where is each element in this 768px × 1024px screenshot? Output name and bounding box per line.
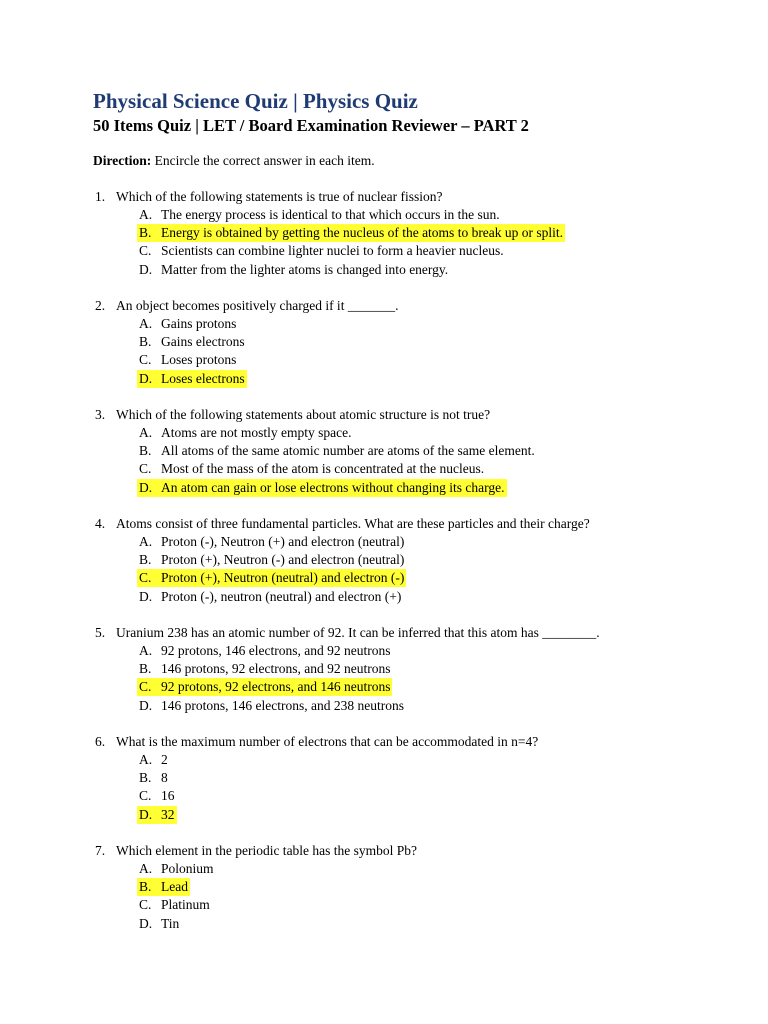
question-text: An object becomes positively charged if it _______. <box>116 298 399 313</box>
option-text: Gains electrons <box>161 334 245 350</box>
option-text: Proton (+), Neutron (-) and electron (neutral) <box>161 552 405 568</box>
option-letter: D. <box>139 915 153 931</box>
question-line <box>93 515 753 533</box>
question-text: Which of the following statements is true of nuclear fission? <box>116 189 443 204</box>
answer-option-highlighted <box>93 370 753 388</box>
answer-option <box>93 588 753 606</box>
answer-option <box>93 242 753 260</box>
question-line <box>93 406 753 424</box>
question-line <box>93 733 753 751</box>
answer-option <box>93 860 753 878</box>
option-text: Platinum <box>161 897 210 913</box>
question-item <box>93 406 753 497</box>
option-content <box>137 424 353 442</box>
option-content <box>137 351 238 369</box>
option-letter: B. <box>139 552 152 568</box>
option-content <box>137 242 506 260</box>
question-line <box>93 297 753 315</box>
question-number: 3. <box>95 407 106 422</box>
direction-line <box>93 152 375 170</box>
option-text: Tin <box>161 915 180 931</box>
direction-label: Direction: <box>93 153 152 168</box>
question-text: Atoms consist of three fundamental particles. What are these particles and their charge? <box>116 516 590 531</box>
question-number: 2. <box>95 298 106 313</box>
option-text: Proton (-), Neutron (+) and electron (neutral) <box>161 534 405 549</box>
option-letter: A. <box>139 316 153 331</box>
question-item <box>93 733 753 824</box>
option-content <box>137 642 392 660</box>
option-text: Matter from the lighter atoms is changed into energy. <box>161 261 449 277</box>
page-title: Physical Science Quiz | Physics Quiz <box>93 89 418 113</box>
option-letter: D. <box>139 261 153 277</box>
direction-text: Encircle the correct answer in each item. <box>151 153 375 168</box>
option-letter: D. <box>139 370 153 386</box>
answer-option <box>93 442 753 460</box>
option-letter: A. <box>139 643 153 658</box>
option-letter: C. <box>139 352 152 368</box>
option-text: Atoms are not mostly empty space. <box>161 425 352 440</box>
answer-option <box>93 751 753 769</box>
question-item <box>93 842 753 933</box>
answer-option <box>93 660 753 678</box>
option-text: Energy is obtained by getting the nucleus of the atoms to break up or split. <box>161 225 564 241</box>
option-content <box>137 333 247 351</box>
answer-option-highlighted <box>93 878 753 896</box>
answer-option <box>93 551 753 569</box>
option-text: 146 protons, 146 electrons, and 238 neutrons <box>161 697 404 713</box>
option-content <box>137 206 502 224</box>
option-content <box>137 697 406 715</box>
option-letter: B. <box>139 443 152 459</box>
option-text: 92 protons, 92 electrons, and 146 neutrons <box>161 679 391 695</box>
answer-option-highlighted <box>93 479 753 497</box>
option-letter: C. <box>139 243 152 259</box>
option-content <box>137 588 403 606</box>
option-content <box>137 660 392 678</box>
answer-option <box>93 787 753 805</box>
correct-answer-highlight <box>137 224 565 242</box>
option-content <box>137 915 181 933</box>
question-item <box>93 188 753 279</box>
answer-option <box>93 896 753 914</box>
question-item <box>93 515 753 606</box>
correct-answer-highlight <box>137 878 190 896</box>
option-letter: B. <box>139 770 152 786</box>
option-text: Proton (-), neutron (neutral) and electron (+) <box>161 588 402 604</box>
answer-option <box>93 460 753 478</box>
answer-option <box>93 261 753 279</box>
question-number: 6. <box>95 734 106 749</box>
option-text: 146 protons, 92 electrons, and 92 neutrons <box>161 661 391 677</box>
question-number: 4. <box>95 516 106 531</box>
option-content <box>137 751 170 769</box>
option-letter: B. <box>139 661 152 677</box>
option-letter: C. <box>139 788 152 804</box>
option-text: Scientists can combine lighter nuclei to form a heavier nucleus. <box>161 243 504 259</box>
answer-option <box>93 642 753 660</box>
option-letter: D. <box>139 588 153 604</box>
question-item <box>93 297 753 388</box>
option-text: 2 <box>161 752 168 767</box>
option-text: Loses protons <box>161 352 237 368</box>
option-text: 8 <box>161 770 168 786</box>
option-letter: C. <box>139 570 152 586</box>
answer-option <box>93 351 753 369</box>
answer-option <box>93 697 753 715</box>
question-text: Which of the following statements about atomic structure is not true? <box>116 407 491 422</box>
option-content <box>137 860 216 878</box>
question-number: 1. <box>95 189 106 204</box>
correct-answer-highlight <box>137 806 177 824</box>
option-letter: C. <box>139 679 152 695</box>
question-text: Uranium 238 has an atomic number of 92. It can be inferred that this atom has ________. <box>116 625 600 640</box>
option-content <box>137 261 450 279</box>
question-line <box>93 842 753 860</box>
answer-option <box>93 915 753 933</box>
answer-option <box>93 333 753 351</box>
option-letter: A. <box>139 425 153 440</box>
question-number: 7. <box>95 843 106 858</box>
option-text: 16 <box>161 788 175 804</box>
option-letter: C. <box>139 461 152 477</box>
question-item <box>93 624 753 715</box>
option-letter: B. <box>139 334 152 350</box>
answer-option <box>93 315 753 333</box>
option-text: Gains protons <box>161 316 237 331</box>
correct-answer-highlight <box>137 370 247 388</box>
option-letter: B. <box>139 879 152 895</box>
answer-option <box>93 533 753 551</box>
option-letter: A. <box>139 207 153 222</box>
option-letter: C. <box>139 897 152 913</box>
answer-option <box>93 424 753 442</box>
answer-option-highlighted <box>93 569 753 587</box>
option-text: Polonium <box>161 861 214 876</box>
answer-option-highlighted <box>93 678 753 696</box>
correct-answer-highlight <box>137 678 392 696</box>
answer-option <box>93 206 753 224</box>
correct-answer-highlight <box>137 479 507 497</box>
option-text: Most of the mass of the atom is concentrated at the nucleus. <box>161 461 485 477</box>
option-letter: A. <box>139 752 153 767</box>
option-text: 32 <box>161 806 175 822</box>
question-number: 5. <box>95 625 106 640</box>
correct-answer-highlight <box>137 569 406 587</box>
option-text: Loses electrons <box>161 370 245 386</box>
answer-option <box>93 769 753 787</box>
option-content <box>137 551 406 569</box>
question-text: Which element in the periodic table has the symbol Pb? <box>116 843 418 858</box>
option-letter: B. <box>139 225 152 241</box>
answer-option-highlighted <box>93 224 753 242</box>
option-letter: A. <box>139 861 153 876</box>
option-letter: D. <box>139 697 153 713</box>
option-text: 92 protons, 146 electrons, and 92 neutrons <box>161 643 391 658</box>
option-letter: D. <box>139 806 153 822</box>
option-content <box>137 315 238 333</box>
question-line <box>93 188 753 206</box>
answer-option-highlighted <box>93 806 753 824</box>
option-content <box>137 769 170 787</box>
question-text: What is the maximum number of electrons that can be accommodated in n=4? <box>116 734 539 749</box>
question-line <box>93 624 753 642</box>
option-text: The energy process is identical to that which occurs in the sun. <box>161 207 500 222</box>
option-content <box>137 442 537 460</box>
option-text: An atom can gain or lose electrons without changing its charge. <box>161 479 505 495</box>
option-text: All atoms of the same atomic number are atoms of the same element. <box>161 443 535 459</box>
option-letter: D. <box>139 479 153 495</box>
option-text: Proton (+), Neutron (neutral) and electron (-) <box>161 570 405 586</box>
option-content <box>137 460 486 478</box>
option-content <box>137 787 177 805</box>
option-letter: A. <box>139 534 153 549</box>
option-text: Lead <box>161 879 188 895</box>
option-content <box>137 533 406 551</box>
option-content <box>137 896 212 914</box>
page-subtitle: 50 Items Quiz | LET / Board Examination Reviewer – PART 2 <box>93 116 529 135</box>
